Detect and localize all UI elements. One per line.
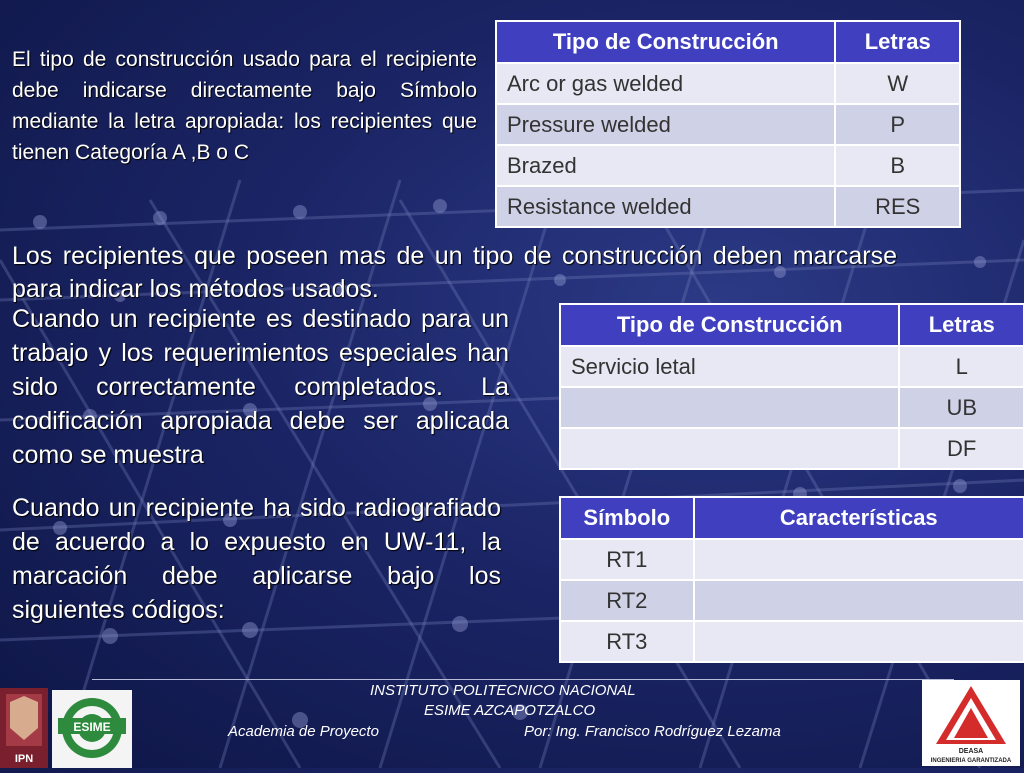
table-row (496, 104, 960, 145)
table-row (560, 539, 1024, 580)
table-cell: RT3 (560, 621, 694, 662)
footer-divider (92, 679, 954, 680)
ipn-logo-text: IPN (14, 753, 34, 765)
table-cell: RT1 (560, 539, 694, 580)
footer-academy: Academia de Proyecto (228, 723, 379, 740)
table-header-row (496, 21, 960, 63)
table-cell (560, 387, 899, 428)
deasa-logo (922, 680, 1020, 766)
table-header: Tipo de Construcción (496, 21, 835, 63)
radiography-paragraph: Cuando un recipiente ha sido radiografiado de acuerdo a lo expuesto en UW-11, la marcación debe aplicarse bajo los siguientes códigos: (12, 494, 501, 624)
footer-school: ESIME AZCAPOTZALCO (424, 702, 596, 719)
footer-author: Por: Ing. Francisco Rodríguez Lezama (524, 723, 781, 740)
ipn-logo (0, 688, 48, 768)
table-cell: RES (835, 186, 960, 227)
multi-type-paragraph: Los recipientes que poseen mas de un tipo de construcción deben marcarse para indicar los métodos usados. (12, 242, 897, 303)
table-cell: Resistance welded (496, 186, 835, 227)
table-row (496, 186, 960, 227)
table-cell: Pressure welded (496, 104, 835, 145)
table-cell (694, 580, 1024, 621)
table-cell: L (899, 346, 1024, 387)
construction-type-table (495, 20, 961, 228)
table-cell (560, 428, 899, 469)
table-row (560, 387, 1024, 428)
esime-logo-text: ESIME (73, 720, 111, 734)
table-header-row (560, 497, 1024, 539)
table-header-row (560, 304, 1024, 346)
table-cell: B (835, 145, 960, 186)
table-cell: P (835, 104, 960, 145)
table-header: Letras (899, 304, 1024, 346)
esime-logo (52, 690, 132, 768)
table-row (496, 63, 960, 104)
table-cell: Arc or gas welded (496, 63, 835, 104)
special-service-paragraph: Cuando un recipiente es destinado para un trabajo y los requerimientos especiales han sido correctamente completados. La codificación apropiada debe ser aplicada como se muestra (12, 305, 509, 469)
table-header: Características (694, 497, 1024, 539)
table-header: Letras (835, 21, 960, 63)
deasa-logo-name: DEASA (958, 748, 984, 755)
table-cell: DF (899, 428, 1024, 469)
symbols-table (559, 496, 1024, 663)
footer-institute: INSTITUTO POLITECNICO NACIONAL (370, 682, 636, 699)
table-cell: RT2 (560, 580, 694, 621)
table-cell: UB (899, 387, 1024, 428)
table-cell: W (835, 63, 960, 104)
service-type-table (559, 303, 1024, 470)
deasa-logo-tagline: INGENIERIA GARANTIZADA (930, 758, 1012, 764)
table-cell: Servicio letal (560, 346, 899, 387)
table-cell (694, 539, 1024, 580)
table-row (560, 621, 1024, 662)
table-cell (694, 621, 1024, 662)
table-cell: Brazed (496, 145, 835, 186)
table-header: Tipo de Construcción (560, 304, 899, 346)
table-row (496, 145, 960, 186)
table-header: Símbolo (560, 497, 694, 539)
table-row (560, 428, 1024, 469)
intro-paragraph: El tipo de construcción usado para el recipiente debe indicarse directamente bajo Símbolo mediante la letra apropiada: los recipientes que tienen Categoría A ,B o C (12, 48, 477, 164)
table-row (560, 580, 1024, 621)
table-row (560, 346, 1024, 387)
